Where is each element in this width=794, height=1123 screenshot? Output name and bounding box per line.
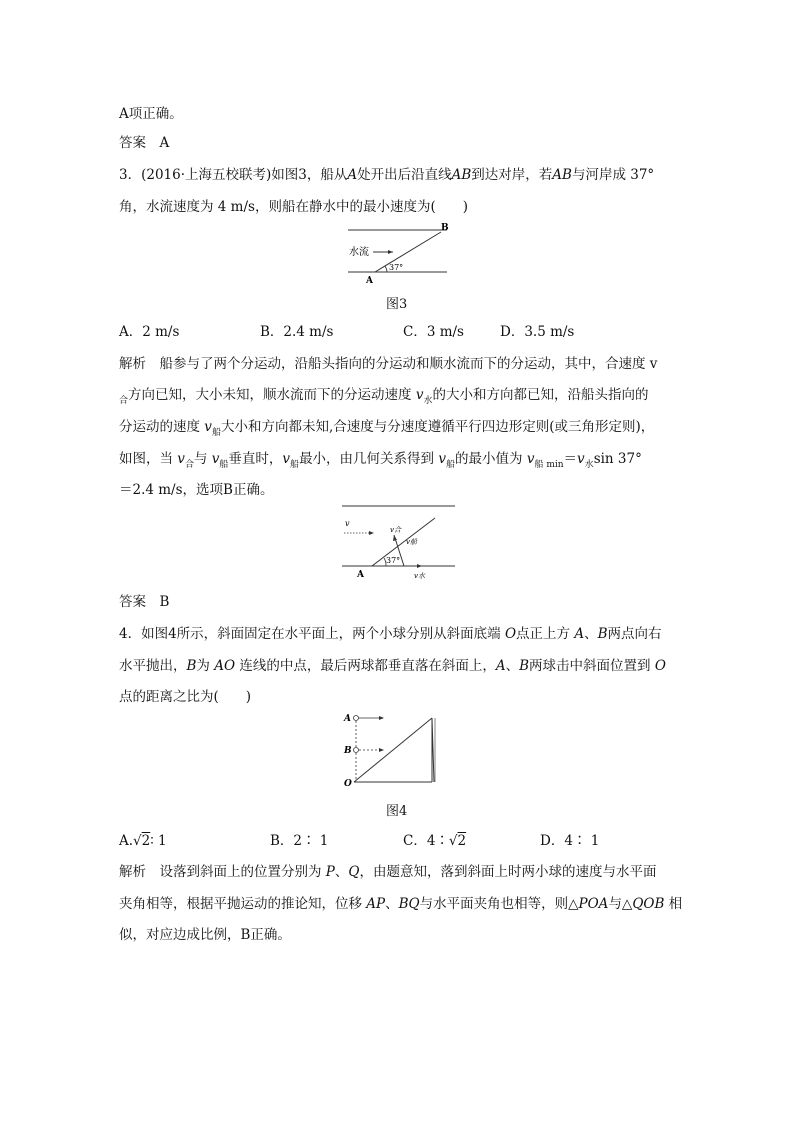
label-b: B <box>344 746 352 756</box>
option-c: C．3 m/s <box>403 324 464 340</box>
solution-3-line-1: 解析 船参与了两个分运动，沿船头指向的分运动和顺水流而下的分运动，其中，合速度 v <box>119 356 658 372</box>
option-b: B．2.4 m/s <box>260 324 334 340</box>
solution-4-line-2: 夹角相等，根据平抛运动的推论知，位移 AP、BQ与水平面夹角也相等，则△POA与△QOB 相 <box>119 896 683 912</box>
label-water-flow: 水流 <box>349 247 369 258</box>
label-v-resultant: v合 <box>390 526 401 534</box>
solution-3-line-2: $_合$方向已知，大小未知，顺水流而下的分运动速度 $v_水$的大小和方向都已知，沿船头指向的 <box>119 387 649 406</box>
answer-a: 答案 A <box>119 135 170 151</box>
question-4-line-1: 4．如图4所示，斜面固定在水平面上，两个小球分别从斜面底端 O点正上方 A、B两点向右 <box>119 626 662 642</box>
figure-3-river-diagram <box>345 220 455 288</box>
label-v-water: v水 <box>414 572 425 580</box>
label-angle: 37° <box>386 556 401 565</box>
label-a: A <box>366 276 373 286</box>
question-4-line-2: 水平抛出，B为 AO 连线的中点，最后两球都垂直落在斜面上，A、B两球击中斜面位置到 O <box>119 658 666 674</box>
option-a: A．2 m/s <box>119 324 180 340</box>
question-3-line-2: 角，水流速度为 4 m/s，则船在静水中的最小速度为( ) <box>119 199 468 215</box>
question-4-line-3: 点的距离之比为( ) <box>119 689 252 705</box>
label-a: A <box>357 570 364 580</box>
solution-4-line-1: 解析 设落到斜面上的位置分别为 P、Q，由题意知，落到斜面上时两小球的速度与水平面 <box>119 864 657 880</box>
label-o: O <box>344 779 352 789</box>
label-angle: 37° <box>389 263 404 272</box>
solution-4-line-3: 似，对应边成比例，B正确。 <box>119 927 291 943</box>
option-a: A.√2∶ 1 <box>119 833 167 849</box>
option-d: D．3.5 m/s <box>500 324 575 340</box>
solution-3-vector-diagram <box>340 502 458 582</box>
figure-3-caption: 图3 <box>386 297 408 312</box>
solution-3-line-3: 分运动的速度 $v_船$大小和方向都未知,合速度与分速度遵循平行四边形定则(或三角形定则)， <box>119 419 655 438</box>
option-b: B．2∶ 1 <box>270 833 329 849</box>
label-v-boat: v船 <box>406 538 417 546</box>
solution-3-line-4: 如图，当 $v_合$与 $v_船$垂直时，$v_船$最小，由几何关系得到 $v_船$的最小值为 $v_{船 min}=v_水\sin$ 37° <box>119 451 642 470</box>
label-v: v <box>345 519 350 528</box>
answer-b: 答案 B <box>119 594 170 610</box>
solution-3-line-5: ＝2.4 m/s，选项B正确。 <box>119 482 274 498</box>
text-line: A项正确。 <box>119 106 183 122</box>
figure-4-incline-diagram <box>342 708 438 790</box>
figure-4-caption: 图4 <box>386 804 408 819</box>
option-c: C．4∶√2 <box>403 833 467 849</box>
label-b: B <box>441 223 449 233</box>
option-d: D．4∶ 1 <box>540 833 600 849</box>
label-a: A <box>344 714 351 724</box>
question-3-line-1: 3．(2016·上海五校联考)如图3，船从A处开出后沿直线AB到达对岸，若AB与河岸成 37° <box>119 167 655 183</box>
